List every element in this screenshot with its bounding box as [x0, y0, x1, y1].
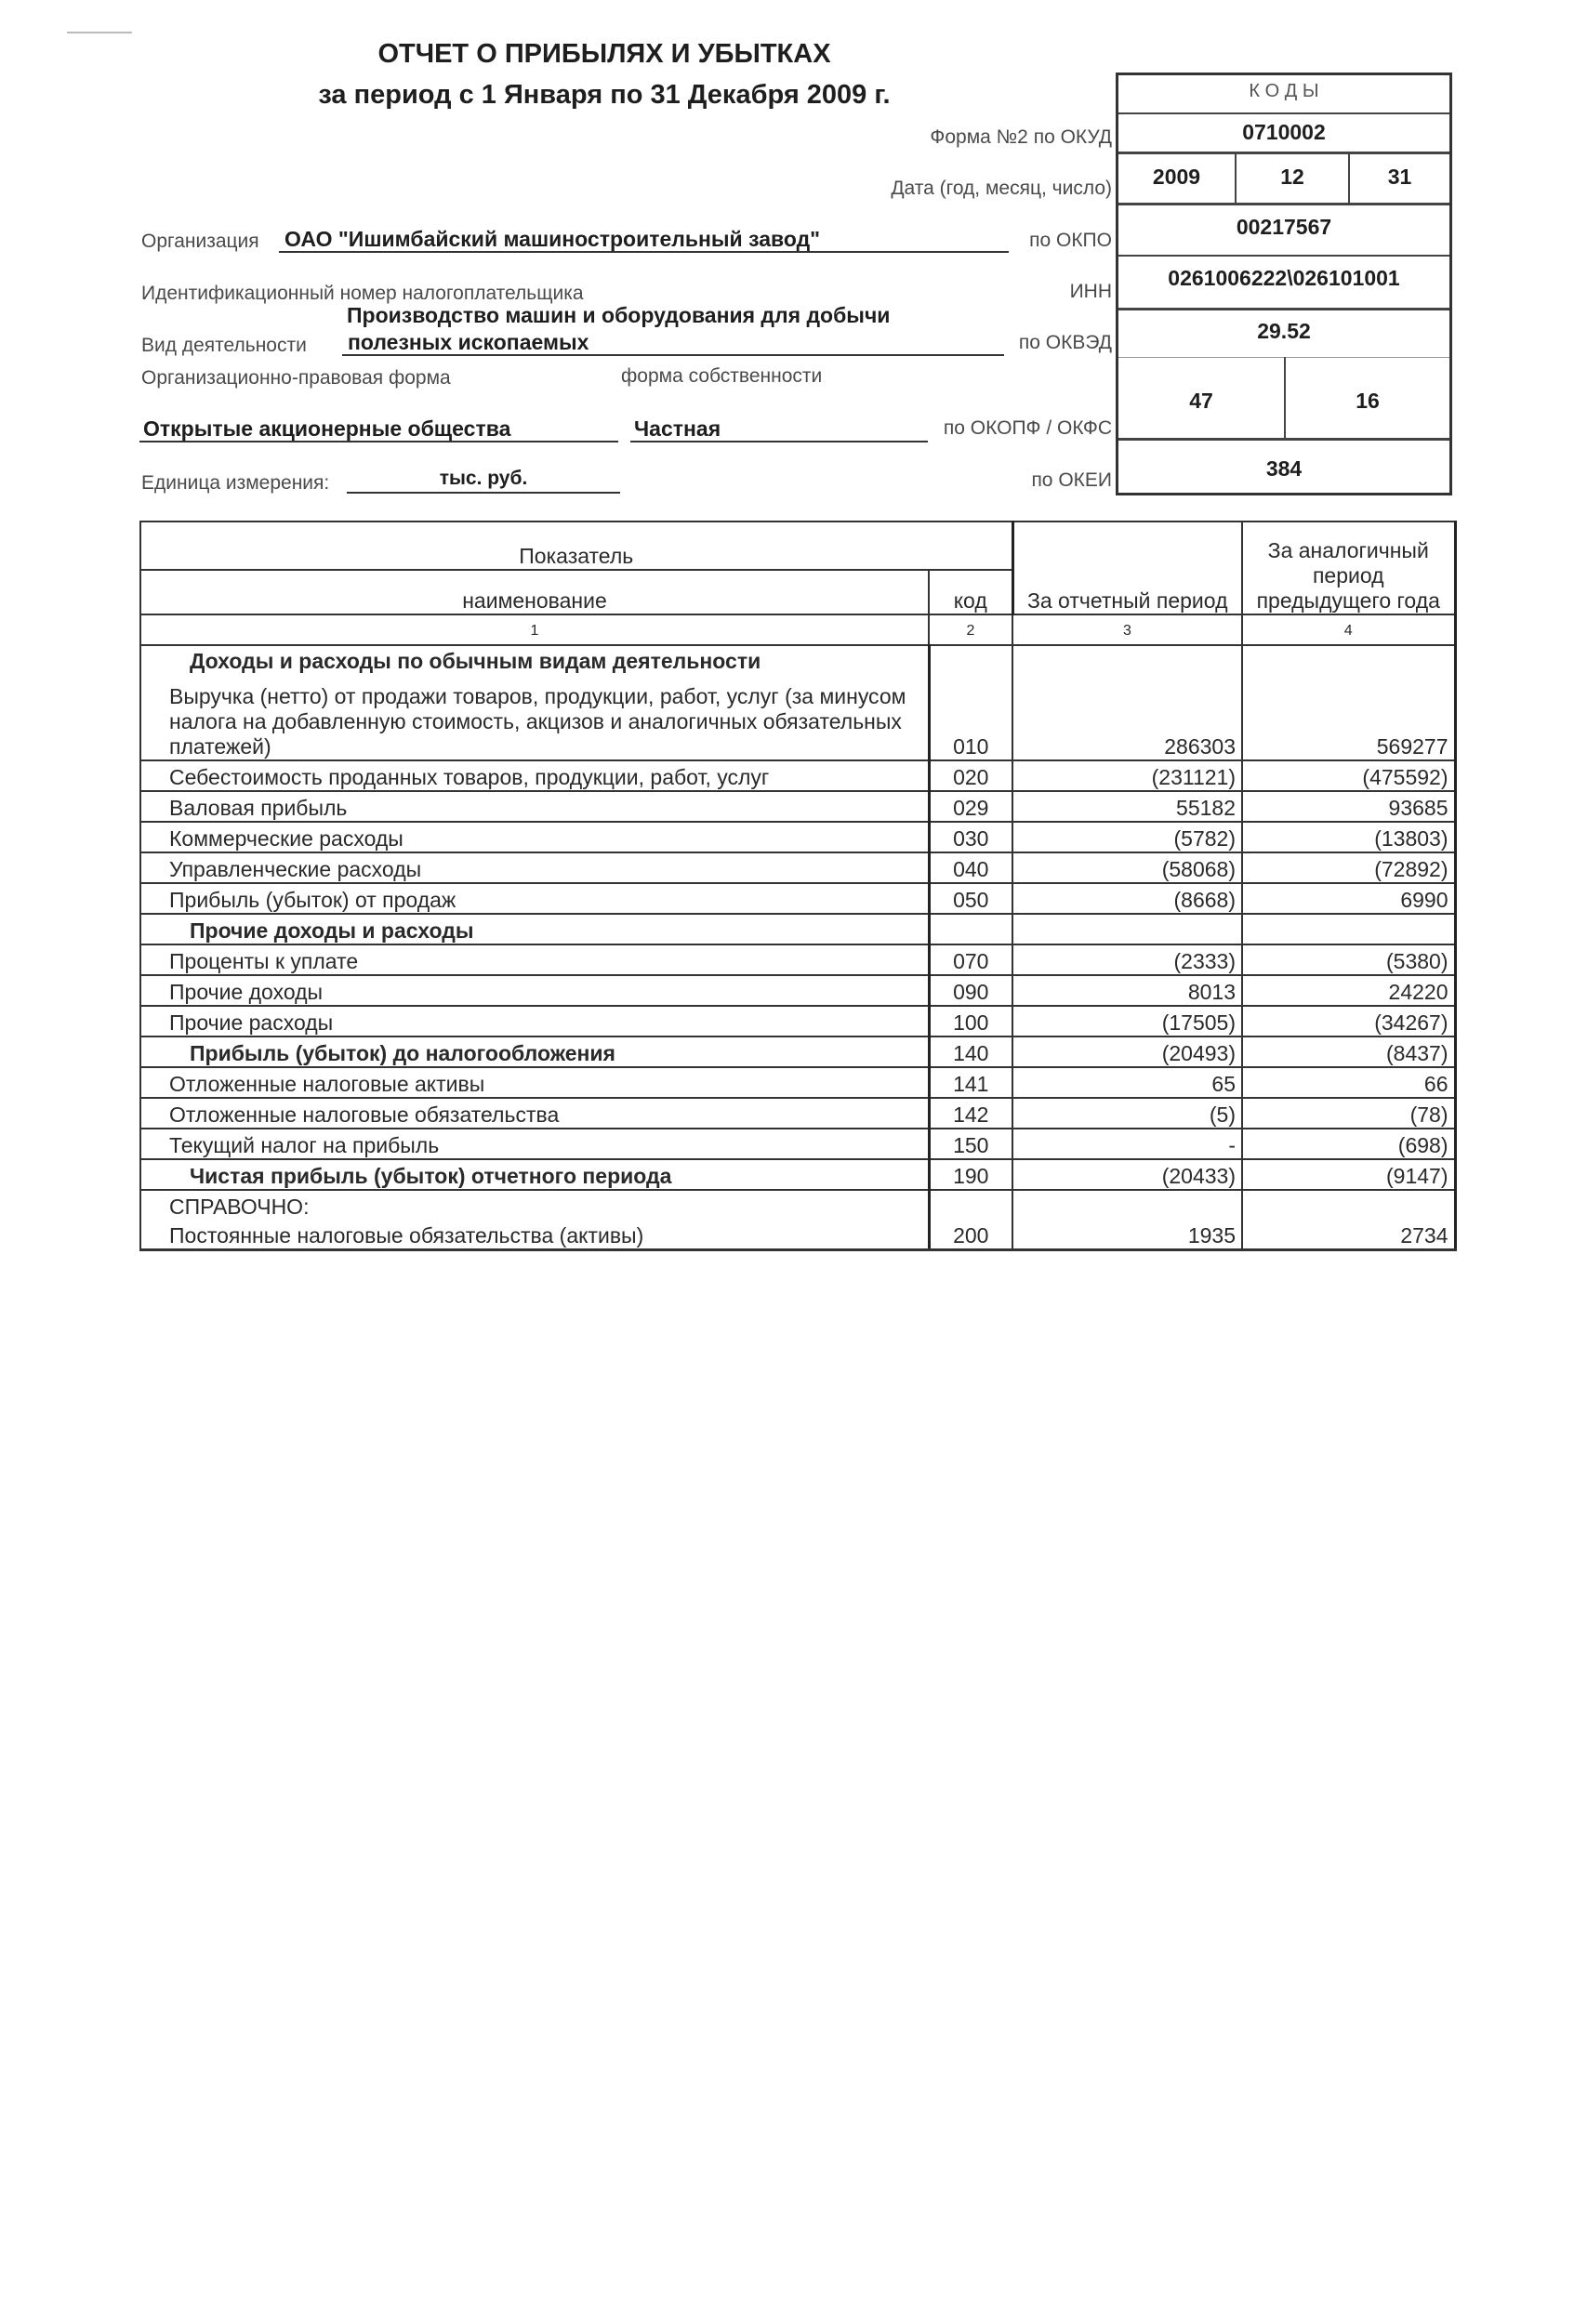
row-code: 141: [929, 1067, 1012, 1098]
header-current: За отчетный период: [1012, 522, 1242, 614]
org-label: Организация: [141, 231, 259, 252]
codes-box: [1116, 73, 1452, 495]
table-row: [140, 1159, 1455, 1190]
row-name: Прочие расходы: [140, 1006, 929, 1037]
table-row: [140, 1037, 1455, 1067]
income-statement-table: [139, 521, 1457, 1251]
section-title: Прочие доходы и расходы: [140, 914, 929, 944]
okfs-code: 16: [1356, 389, 1380, 413]
okpo-code: 00217567: [1236, 215, 1332, 239]
row-name: Себестоимость проданных товаров, продукции, работ, услуг: [140, 760, 929, 791]
row-current: (8668): [1012, 883, 1242, 914]
row-name: Валовая прибыль: [140, 791, 929, 822]
row-previous: 569277: [1242, 675, 1455, 760]
date-year: 2009: [1152, 165, 1201, 189]
row-current: -: [1012, 1129, 1242, 1159]
header-name: наименование: [140, 570, 929, 614]
row-previous: 24220: [1242, 975, 1455, 1006]
table-row: [140, 822, 1455, 852]
row-previous: (5380): [1242, 944, 1455, 975]
row-name: Отложенные налоговые обязательства: [140, 1098, 929, 1129]
row-previous: (698): [1242, 1129, 1455, 1159]
row-code: 140: [929, 1037, 1012, 1067]
header-previous: За аналогичный период предыдущего года: [1242, 522, 1455, 614]
row-code: 050: [929, 883, 1012, 914]
table-row: [140, 1098, 1455, 1129]
row-name: Чистая прибыль (убыток) отчетного периода: [140, 1159, 929, 1190]
row-previous: (13803): [1242, 822, 1455, 852]
ownership-value: Частная: [630, 416, 928, 442]
row-current: 286303: [1012, 675, 1242, 760]
okved-code: 29.52: [1257, 319, 1311, 343]
row-code: 100: [929, 1006, 1012, 1037]
row-previous: 6990: [1242, 883, 1455, 914]
section-title: Доходы и расходы по обычным видам деятельности: [140, 645, 929, 675]
row-name: Проценты к уплате: [140, 944, 929, 975]
row-code: 190: [929, 1159, 1012, 1190]
row-code: 142: [929, 1098, 1012, 1129]
row-code: 070: [929, 944, 1012, 975]
row-previous: (34267): [1242, 1006, 1455, 1037]
row-code: 090: [929, 975, 1012, 1006]
inn-code: 0261006222\026101001: [1168, 266, 1400, 290]
okopf-label: по ОКОПФ / ОКФС: [943, 417, 1112, 439]
reference-row: [140, 1190, 1455, 1220]
row-previous: 93685: [1242, 791, 1455, 822]
colnum-4: 4: [1242, 614, 1455, 645]
row-code: 040: [929, 852, 1012, 883]
date-month: 12: [1280, 165, 1304, 189]
row-current: 65: [1012, 1067, 1242, 1098]
okei-label: по ОКЕИ: [1031, 469, 1112, 491]
row-current: 1935: [1012, 1220, 1242, 1250]
table-row: [140, 1129, 1455, 1159]
table-row: [140, 883, 1455, 914]
table-row: [140, 944, 1455, 975]
row-name: Текущий налог на прибыль: [140, 1129, 929, 1159]
row-previous: (72892): [1242, 852, 1455, 883]
codes-heading: К О Д Ы: [1249, 81, 1319, 101]
row-code: 010: [929, 675, 1012, 760]
table-row: [140, 760, 1455, 791]
table-row: [140, 975, 1455, 1006]
colnum-3: 3: [1012, 614, 1242, 645]
row-code: 200: [929, 1220, 1012, 1250]
okopf-code: 47: [1189, 389, 1213, 413]
org-name: ОАО "Ишимбайский машиностроительный завод": [279, 227, 1009, 253]
row-previous: 66: [1242, 1067, 1455, 1098]
row-name: Прочие доходы: [140, 975, 929, 1006]
row-code: 029: [929, 791, 1012, 822]
ownership-label: форма собственности: [621, 365, 823, 387]
row-current: (5782): [1012, 822, 1242, 852]
okei-code: 384: [1265, 456, 1303, 481]
okpo-label: по ОКПО: [1029, 230, 1112, 251]
scan-mark: [67, 32, 132, 33]
row-current: (17505): [1012, 1006, 1242, 1037]
colnum-1: 1: [140, 614, 929, 645]
row-previous: 2734: [1242, 1220, 1455, 1250]
row-current: (231121): [1012, 760, 1242, 791]
table-row: [140, 1006, 1455, 1037]
row-name: Прибыль (убыток) до налогообложения: [140, 1037, 929, 1067]
row-name: Постоянные налоговые обязательства (активы): [140, 1220, 929, 1250]
row-name: Выручка (нетто) от продажи товаров, продукции, работ, услуг (за минусом налога на добавленную стоимость, акцизов и аналогичных обязательных платежей): [140, 675, 929, 760]
report-period: за период с 1 Января по 31 Декабря 2009 г.: [318, 80, 891, 110]
header-code: код: [929, 570, 1012, 614]
table-row: [140, 1067, 1455, 1098]
header-indicator: Показатель: [140, 522, 1012, 570]
table-row: [140, 675, 1455, 760]
legal-form-value: Открытые акционерные общества: [139, 416, 618, 442]
row-name: Коммерческие расходы: [140, 822, 929, 852]
row-current: 8013: [1012, 975, 1242, 1006]
okved-label: по ОКВЭД: [1018, 332, 1112, 353]
section-row: [140, 914, 1455, 944]
row-previous: (78): [1242, 1098, 1455, 1129]
row-current: (20493): [1012, 1037, 1242, 1067]
table-row: [140, 852, 1455, 883]
row-name: Прибыль (убыток) от продаж: [140, 883, 929, 914]
activity-label: Вид деятельности: [141, 335, 307, 356]
row-previous: (9147): [1242, 1159, 1455, 1190]
unit-value: тыс. руб.: [347, 468, 620, 494]
row-code: 150: [929, 1129, 1012, 1159]
inn-label: ИНН: [1069, 281, 1112, 302]
report-title: ОТЧЕТ О ПРИБЫЛЯХ И УБЫТКАХ: [377, 39, 831, 69]
row-current: (58068): [1012, 852, 1242, 883]
row-code: 030: [929, 822, 1012, 852]
date-day: 31: [1387, 165, 1412, 189]
column-number-row: [140, 614, 1455, 645]
activity-line2: полезных ископаемых: [342, 330, 1004, 356]
table-row: [140, 1220, 1455, 1250]
colnum-2: 2: [929, 614, 1012, 645]
row-current: (5): [1012, 1098, 1242, 1129]
row-name: Управленческие расходы: [140, 852, 929, 883]
table-row: [140, 791, 1455, 822]
row-previous: (8437): [1242, 1037, 1455, 1067]
row-code: 020: [929, 760, 1012, 791]
row-name: Отложенные налоговые активы: [140, 1067, 929, 1098]
legal-form-label: Организационно-правовая форма: [141, 367, 451, 389]
table-header-row-1: [140, 522, 1455, 570]
activity-line1: Производство машин и оборудования для добычи: [347, 303, 891, 327]
okud-label: Форма №2 по ОКУД: [930, 126, 1112, 148]
reference-label: СПРАВОЧНО:: [140, 1190, 929, 1220]
inn-field-label: Идентификационный номер налогоплательщика: [141, 283, 584, 304]
row-current: (20433): [1012, 1159, 1242, 1190]
date-label: Дата (год, месяц, число): [891, 178, 1112, 199]
row-current: 55182: [1012, 791, 1242, 822]
row-previous: (475592): [1242, 760, 1455, 791]
unit-label: Единица измерения:: [141, 472, 330, 494]
section-row: [140, 645, 1455, 675]
row-current: (2333): [1012, 944, 1242, 975]
okud-code: 0710002: [1242, 120, 1326, 144]
